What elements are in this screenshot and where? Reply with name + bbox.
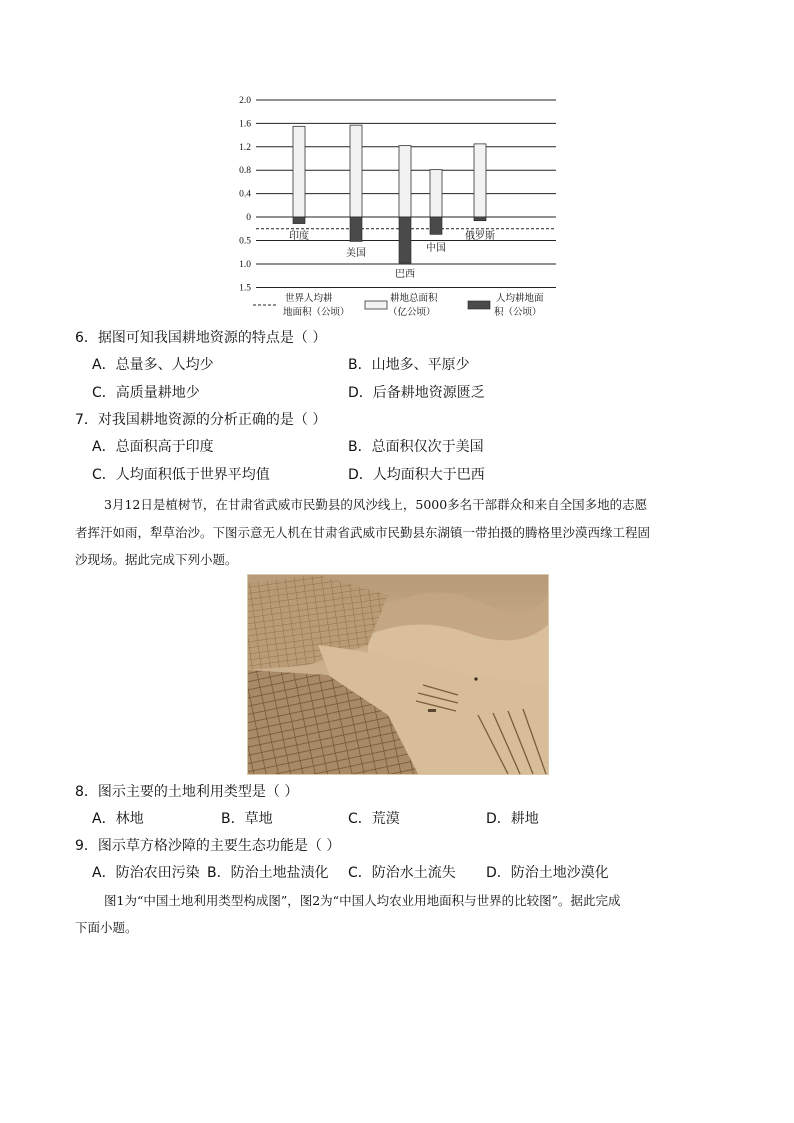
y-tick-label: 1.6 bbox=[239, 119, 251, 130]
question-8-option-c[interactable]: C．荒漠 bbox=[348, 811, 400, 827]
category-label: 印度 bbox=[289, 231, 309, 242]
per-capita-bar bbox=[293, 217, 305, 224]
question-8-option-d[interactable]: D．耕地 bbox=[486, 811, 539, 827]
y-tick-label: 2.0 bbox=[239, 96, 251, 106]
question-7-option-d[interactable]: D．人均面积大于巴西 bbox=[348, 467, 485, 483]
question-6-option-d[interactable]: D．后备耕地资源匮乏 bbox=[348, 385, 485, 401]
y-tick-label: 1.5 bbox=[239, 283, 251, 294]
question-7-stem: 7．对我国耕地资源的分析正确的是（ ） bbox=[75, 412, 327, 428]
question-7-option-c[interactable]: C．人均面积低于世界平均值 bbox=[92, 467, 270, 483]
y-tick-label: 0.4 bbox=[239, 189, 251, 200]
per-capita-bar bbox=[430, 217, 442, 234]
per-capita-bar bbox=[474, 217, 486, 221]
y-tick-label: 0 bbox=[246, 213, 251, 223]
question-8-option-a[interactable]: A．林地 bbox=[92, 811, 144, 827]
total-area-bar bbox=[350, 125, 362, 217]
per-capita-bar bbox=[350, 217, 362, 241]
passage-1-line-2: 者挥汗如雨，犁草治沙。下图示意无人机在甘肃省武威市民勤县东湖镇一带拍摄的腾格里沙漠西缘工程固 bbox=[75, 525, 651, 540]
category-label: 巴西 bbox=[395, 269, 415, 280]
legend-world-line-label: 世界人均耕 bbox=[285, 294, 333, 304]
passage-1-line-3: 沙现场。据此完成下列小题。 bbox=[75, 552, 238, 567]
per-capita-bar bbox=[399, 217, 411, 263]
question-7-option-a[interactable]: A．总面积高于印度 bbox=[92, 439, 214, 455]
total-area-bar bbox=[430, 170, 442, 217]
question-6-stem: 6．据图可知我国耕地资源的特点是（ ） bbox=[75, 330, 327, 346]
question-8-stem: 8．图示主要的土地利用类型是（ ） bbox=[75, 784, 299, 800]
question-9-option-d[interactable]: D．防治土地沙漠化 bbox=[486, 865, 609, 881]
total-area-bar bbox=[474, 144, 486, 217]
question-9-stem: 9．图示草方格沙障的主要生态功能是（ ） bbox=[75, 838, 341, 854]
question-9-option-a[interactable]: A．防治农田污染 bbox=[92, 865, 200, 881]
question-7-option-b[interactable]: B．总面积仅次于美国 bbox=[348, 439, 484, 455]
legend-world-line-label: 地面积（公顷） bbox=[283, 308, 350, 318]
category-label: 中国 bbox=[426, 243, 446, 254]
question-9-option-b[interactable]: B．防治土地盐渍化 bbox=[207, 865, 329, 881]
question-8-option-b[interactable]: B．草地 bbox=[221, 811, 273, 827]
question-6-option-b[interactable]: B．山地多、平原少 bbox=[348, 357, 470, 373]
farmland-comparison-chart bbox=[228, 90, 568, 322]
total-area-bar bbox=[399, 146, 411, 217]
question-6-option-a[interactable]: A．总量多、人均少 bbox=[92, 357, 214, 373]
passage-2-line-1: 图1为“中国土地利用类型构成图”，图2为“中国人均农业用地面积与世界的比较图”。据此完成 bbox=[104, 893, 621, 908]
y-tick-label: 1.2 bbox=[239, 142, 251, 153]
legend-per-capita-swatch bbox=[468, 301, 490, 309]
desert-sand-barrier-photo bbox=[247, 574, 549, 775]
category-label: 美国 bbox=[346, 248, 366, 259]
passage-2-line-2: 下面小题。 bbox=[75, 920, 138, 935]
legend-total-area-label: （亿公顷） bbox=[388, 308, 436, 318]
legend-total-area-swatch bbox=[365, 301, 387, 309]
legend-per-capita-label: 积（公顷） bbox=[494, 308, 542, 318]
legend-per-capita-label: 人均耕地面 bbox=[496, 294, 544, 304]
y-tick-label: 0.8 bbox=[239, 166, 251, 177]
question-9-option-c[interactable]: C．防治水土流失 bbox=[348, 865, 456, 881]
y-tick-label: 1.0 bbox=[239, 260, 251, 270]
total-area-bar bbox=[293, 126, 305, 217]
category-label: 俄罗斯 bbox=[465, 231, 495, 242]
y-tick-label: 0.5 bbox=[239, 236, 251, 247]
legend-total-area-label: 耕地总面积 bbox=[390, 294, 438, 304]
passage-1-line-1: 3月12日是植树节，在甘肃省武威市民勤县的风沙线上，5000多名干部群众和来自全国多地的志愿 bbox=[104, 497, 648, 512]
question-6-option-c[interactable]: C．高质量耕地少 bbox=[92, 385, 200, 401]
